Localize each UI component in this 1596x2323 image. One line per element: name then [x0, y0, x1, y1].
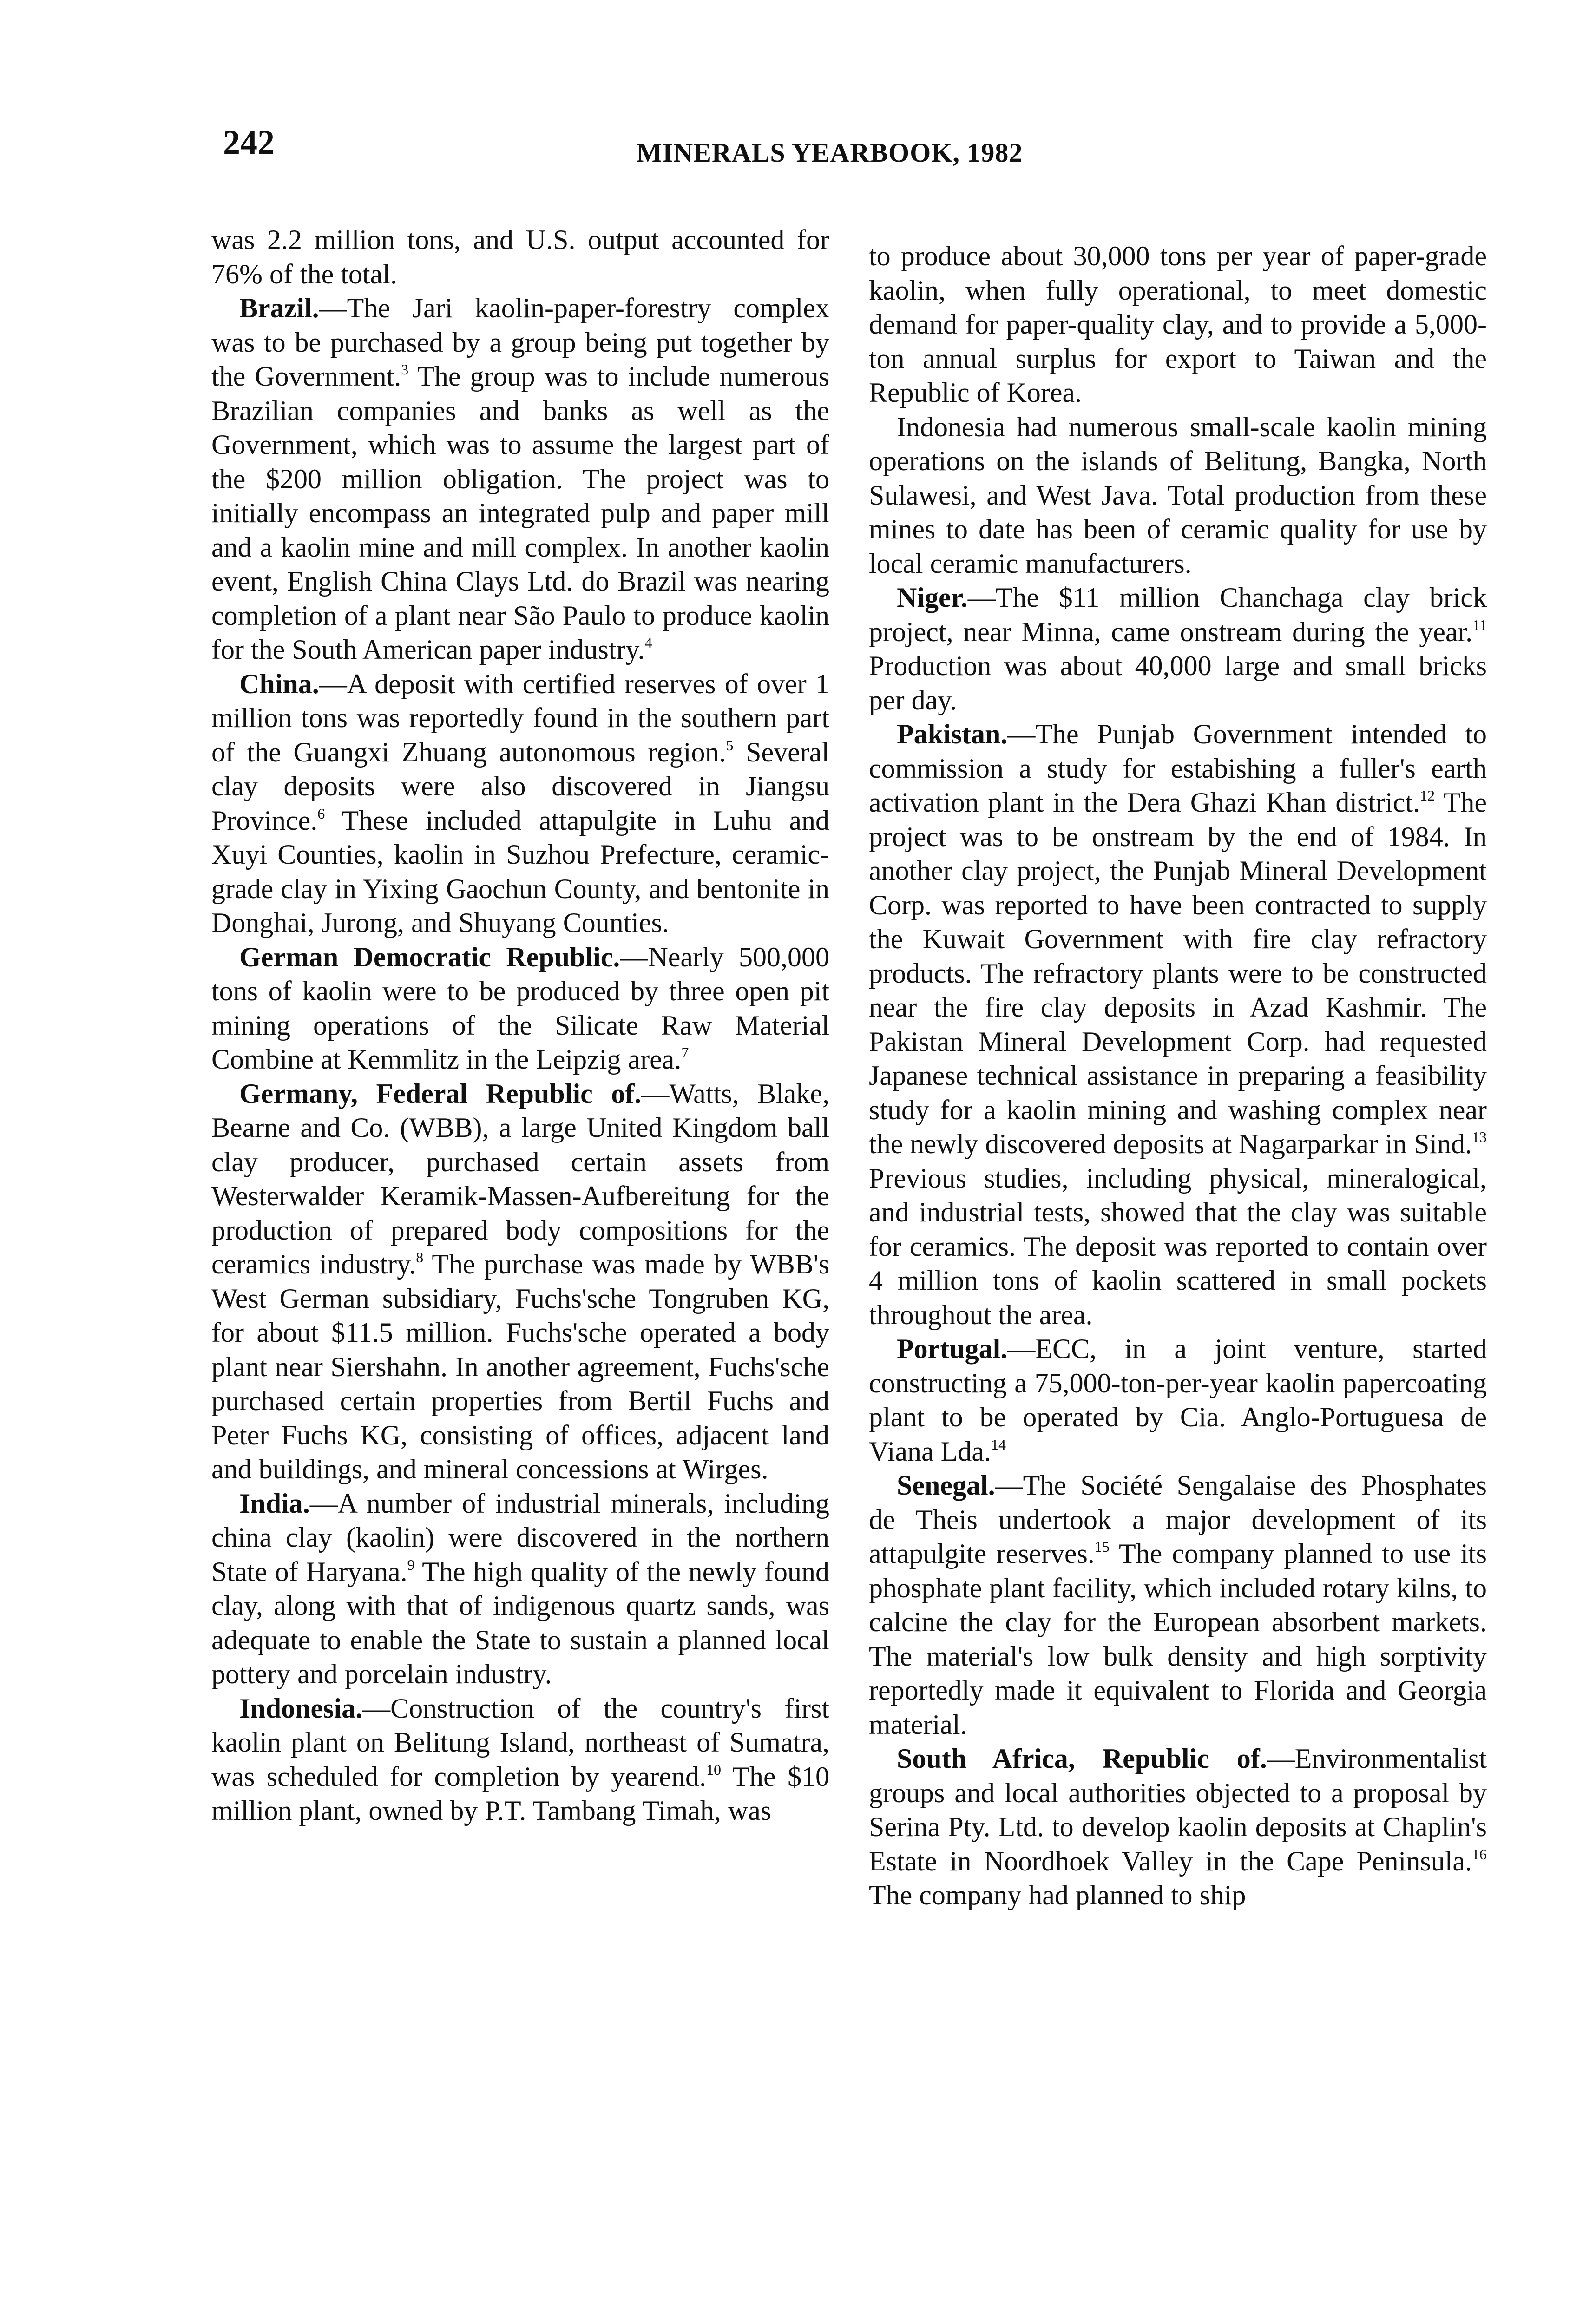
paragraph-india: [211, 1487, 829, 1692]
paragraph-text: —Construction of the country's first kaolin plant on Belitung Island, northeast of Sumatra, was scheduled for completion by yearend.: [211, 1693, 829, 1792]
left-column: [211, 223, 829, 1828]
paragraph-continuation: [869, 239, 1487, 410]
footnote-ref: 14: [991, 1436, 1006, 1453]
paragraph-portugal: [869, 1332, 1487, 1469]
footnote-ref: 11: [1472, 616, 1487, 633]
section-heading-south-africa: South Africa, Republic of.: [897, 1743, 1267, 1774]
section-heading-china: China.: [239, 668, 319, 699]
paragraph-text: Indonesia had numerous small-scale kaolin mining operations on the islands of Belitung, Bangka, North Sulawesi, and West Java. Total production from these mines to date has been of ceramic quality for use by local ceramic manufacturers.: [869, 411, 1487, 579]
footnote-ref: 3: [401, 361, 409, 378]
paragraph-text: Previous studies, including physical, mineralogical, and industrial tests, showed that the clay was suitable for ceramics. The deposit was reported to contain over 4 million tons of kaolin scattered in small pockets throughout the area.: [869, 1162, 1487, 1330]
footnote-ref: 15: [1094, 1538, 1110, 1555]
section-heading-senegal: Senegal.: [897, 1470, 995, 1501]
section-heading-frg: Germany, Federal Republic of.: [239, 1078, 642, 1109]
paragraph-south-africa: [869, 1742, 1487, 1913]
paragraph-text: Production was about 40,000 large and small bricks per day.: [869, 650, 1487, 715]
paragraph-text: Several clay deposits were also discovered in Jiangsu Province.: [211, 736, 829, 836]
paragraph-text: —A number of industrial minerals, including china clay (kaolin) were discovered in the northern State of Haryana.: [211, 1488, 829, 1587]
paragraph-text: The $10 million plant, owned by P.T. Tambang Timah, was: [211, 1761, 829, 1826]
section-heading-gdr: German Democratic Republic.: [239, 941, 620, 972]
footnote-ref: 4: [644, 634, 652, 651]
paragraph-frg: [211, 1077, 829, 1487]
footnote-ref: 5: [726, 736, 734, 754]
paragraph-text: —The $11 million Chanchaga clay brick project, near Minna, came onstream during the year.: [869, 582, 1487, 647]
paragraph-text: —The Jari kaolin-paper-forestry complex was to be purchased by a group being put together by the Government.: [211, 293, 829, 392]
footnote-ref: 13: [1472, 1129, 1487, 1145]
paragraph-gdr: [211, 940, 829, 1077]
section-heading-india: India.: [239, 1488, 310, 1519]
paragraph-text: was 2.2 million tons, and U.S. output accounted for 76% of the total.: [211, 224, 829, 289]
footnote-ref: 9: [407, 1556, 415, 1573]
paragraph-text: The company planned to use its phosphate plant facility, which included rotary kilns, to calcine the clay for the European absorbent markets. The material's low bulk density and high sorptivity reportedly made it equivalent to Florida and Georgia material.: [869, 1538, 1487, 1740]
section-heading-pakistan: Pakistan.: [897, 719, 1008, 749]
section-heading-indonesia: Indonesia.: [239, 1693, 363, 1724]
paragraph-text: —Watts, Blake, Bearne and Co. (WBB), a large United Kingdom ball clay producer, purchased certain assets from Westerwalder Keramik-Massen-Aufbereitung for the production of prepared body compositions for the ceramics industry.: [211, 1078, 829, 1280]
paragraph-text: —The Punjab Government intended to commission a study for estabishing a fuller's earth activation plant in the Dera Ghazi Khan district.: [869, 719, 1487, 818]
paragraph-text: The company had planned to ship: [869, 1880, 1246, 1910]
paragraph-indonesia-2: [869, 410, 1487, 581]
paragraph-brazil: [211, 291, 829, 667]
right-column: [869, 239, 1487, 1913]
footnote-ref: 16: [1472, 1845, 1487, 1863]
paragraph-text: The high quality of the newly found clay, along with that of indigenous quartz sands, was adequate to enable the State to sustain a planned local pottery and porcelain industry.: [211, 1556, 830, 1689]
section-heading-niger: Niger.: [897, 582, 968, 613]
paragraph-china: [211, 667, 829, 940]
paragraph-text: —Nearly 500,000 tons of kaolin were to be produced by three open pit mining operations of the Silicate Raw Material Combine at Kemmlitz in the Leipzig area.: [211, 941, 829, 1075]
footnote-ref: 7: [681, 1044, 689, 1061]
paragraph-text: —Environmentalist groups and local authorities objected to a proposal by Serina Pty. Ltd. to develop kaolin deposits at Chaplin's Estate in Noordhoek Valley in the Cape Peninsula.: [869, 1743, 1487, 1877]
paragraph-indonesia: [211, 1692, 829, 1828]
paragraph-text: The purchase was made by WBB's West German subsidiary, Fuchs'sche Tongruben KG, for about $11.5 million. Fuchs'sche operated a body plant near Siershahn. In another agreement, Fuchs'sche purchased certain properties from Bertil Fuchs and Peter Fuchs KG, consisting of offices, adjacent land and buildings, and mineral concessions at Wirges.: [211, 1249, 829, 1484]
paragraph-text: The group was to include numerous Brazilian companies and banks as well as the Government, which was to assume the largest part of the $200 million obligation. The project was to initially encompass an integrated pulp and paper mill and a kaolin mine and mill complex. In another kaolin event, English China Clays Ltd. do Brazil was nearing completion of a plant near São Paulo to produce kaolin for the South American paper industry.: [211, 361, 830, 665]
paragraph-text: These included attapulgite in Luhu and Xuyi Counties, kaolin in Suzhou Prefecture, ceramic-grade clay in Yixing Gaochun County, and bentonite in Donghai, Jurong, and Shuyang Counties.: [211, 805, 829, 938]
paragraph-continuation: [211, 223, 829, 291]
section-heading-brazil: Brazil.: [239, 293, 319, 323]
footnote-ref: 12: [1420, 787, 1435, 804]
footnote-ref: 10: [706, 1761, 721, 1778]
running-head: MINERALS YEARBOOK, 1982: [637, 138, 1023, 168]
page-number: 242: [223, 124, 275, 162]
paragraph-senegal: [869, 1469, 1487, 1742]
paragraph-text: to produce about 30,000 tons per year of paper-grade kaolin, when fully operational, to meet domestic demand for paper-quality clay, and to provide a 5,000-ton annual surplus for export to Taiwan and the Republic of Korea.: [869, 241, 1487, 408]
section-heading-portugal: Portugal.: [897, 1333, 1008, 1364]
paragraph-niger: [869, 581, 1487, 717]
paragraph-pakistan: [869, 717, 1487, 1332]
footnote-ref: 8: [416, 1249, 424, 1266]
footnote-ref: 6: [317, 805, 325, 822]
paragraph-text: —The Société Sengalaise des Phosphates de Theis undertook a major development of its attapulgite reserves.: [869, 1470, 1487, 1569]
paragraph-text: —ECC, in a joint venture, started constructing a 75,000-ton-per-year kaolin papercoating plant to be operated by Cia. Anglo-Portuguesa de Viana Lda.: [869, 1333, 1487, 1467]
paragraph-text: The project was to be onstream by the end of 1984. In another clay project, the Punjab Mineral Development Corp. was reported to have been contracted to supply the Kuwait Government with fire clay refractory products. The refractory plants were to be constructed near the fire clay deposits in Azad Kashmir. The Pakistan Mineral Development Corp. had requested Japanese technical assistance in preparing a feasibility study for a kaolin mining and washing complex near the newly discovered deposits at Nagarparkar in Sind.: [869, 787, 1487, 1159]
paragraph-text: —A deposit with certified reserves of over 1 million tons was reportedly found in the southern part of the Guangxi Zhuang autonomous region.: [211, 668, 829, 768]
